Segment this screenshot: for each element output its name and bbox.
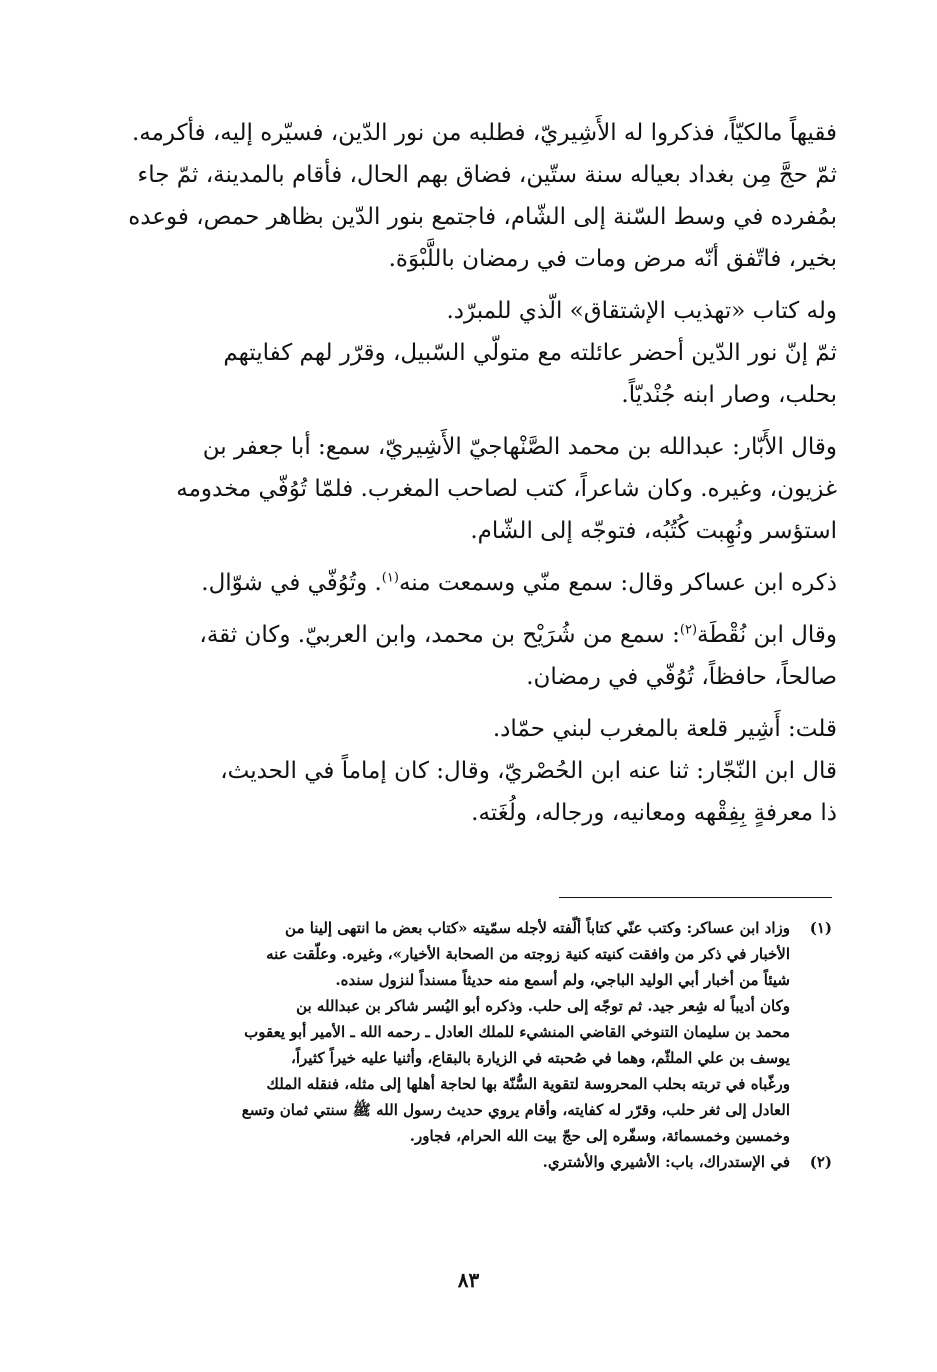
- text-line: صالحاً، حافظاً، تُوُفّي في رمضان.: [526, 664, 837, 690]
- footnote-reference: (٢): [679, 622, 698, 638]
- paragraph: [105, 708, 837, 750]
- text-line: وقال ابن نُقْطَة$^{(٢)}$: سمع من شُرَيْح بن محمد، وابن العربيّ. وكان ثقة،: [199, 622, 837, 648]
- footnote-line: يوسف بن علي الملثّم، وهما في صُحبته في الزيارة بالبقاع، وأثنيا عليه خيراً كثيراً،: [291, 1049, 790, 1067]
- footnote-reference: (١): [381, 570, 399, 586]
- page-number: ٨٣: [457, 1268, 480, 1292]
- paragraph: [105, 332, 837, 416]
- text-line: بحلب، وصار ابنه جُنْديّاً.: [621, 382, 837, 408]
- paragraph: [105, 750, 837, 834]
- footnote-line: في الإستدراك، باب: الأشيري والأشتري.: [542, 1153, 790, 1171]
- footnotes: [100, 915, 832, 1175]
- paragraph: [105, 562, 837, 604]
- paragraph: [105, 614, 837, 698]
- paragraph: [105, 290, 837, 332]
- text-line: وله كتاب «تهذيب الإشتقاق» الّذي للمبرّد.: [446, 298, 837, 324]
- paragraph: [105, 112, 837, 280]
- text-line: بمُفرده في وسط السّنة إلى الشّام، فاجتمع بنور الدّين بظاهر حمص، فوعده: [128, 204, 837, 230]
- footnote-number: (٢): [809, 1153, 832, 1171]
- footnote-number: (١): [809, 919, 832, 937]
- footnote-line: الأخبار في ذكر من وافقت كنيته كنية زوجته من الصحابة الأخيار»، وغيره. وعلّقت عنه: [266, 945, 790, 963]
- footnote-body: [100, 915, 790, 1149]
- main-text: [105, 112, 837, 834]
- text-line: ثمّ حجَّ مِن بغداد بعياله سنة ستّين، فضاق بهم الحال، فأقام بالمدينة، ثمّ جاء: [137, 162, 837, 188]
- text-line: ذا معرفةٍ بِفِقْهه ومعانيه، ورجاله، ولُغَته.: [471, 800, 837, 826]
- text-line: استؤسر ونُهِبت كُتُبُه، فتوجّه إلى الشّام.: [470, 518, 837, 544]
- footnote-line: وزاد ابن عساكر: وكتب عنّي كتاباً ألّفته لأجله سمّيته «كتاب بعض ما انتهى إلينا من: [285, 919, 790, 937]
- text-line: ثمّ إنّ نور الدّين أحضر عائلته مع متولّي السّبيل، وقرّر لهم كفايتهم: [223, 340, 837, 366]
- footnote-separator: [559, 897, 832, 898]
- text-line: ذكره ابن عساكر وقال: سمع منّي وسمعت منه$^{(١)}$. وتُوُفّي في شوّال.: [201, 570, 837, 596]
- footnote-line: محمد بن سليمان التنوخي القاضي المنشيء للملك العادل ـ رحمه الله ـ الأمير أبو يعقوب: [244, 1023, 790, 1041]
- text-line: قال ابن النّجّار: ثنا عنه ابن الحُصْريّ، وقال: كان إماماً في الحديث،: [220, 758, 837, 784]
- footnote-line: العادل إلى ثغر حلب، وقرّر له كفايته، وأقام يروي حديث رسول الله ﷺ سنتي ثمان وتسع: [241, 1101, 790, 1119]
- footnote: [100, 1149, 832, 1175]
- text-line: فقيهاً مالكيّاً، فذكروا له الأَشِيريّ، فطلبه من نور الدّين، فسيّره إليه، فأكرمه.: [131, 120, 837, 146]
- footnote-line: وكان أديباً له شِعر جيد. ثم توجّه إلى حلب. وذكره أبو اليُسر شاكر بن عبدالله بن: [296, 997, 790, 1015]
- footnote-body: [100, 1149, 790, 1175]
- text-line: بخير، فاتّفق أنّه مرض ومات في رمضان باللَّبْوَة.: [388, 246, 837, 272]
- footnote-line: ورغّباه في تربته بحلب المحروسة لتقوية السُّنّة بها لحاجة أهلها إلى مثله، فنقله الملك: [266, 1075, 790, 1093]
- footnote: [100, 915, 832, 1149]
- footnote-line: شيئاً من أخبار أبي الوليد الباجي، ولم أسمع منه حديثاً مسنداً لنزول سنده.: [335, 971, 790, 989]
- text-line: وقال الأَبّار: عبدالله بن محمد الصَّنْهاجيّ الأَشِيريّ، سمع: أبا جعفر بن: [202, 434, 837, 460]
- footnote-line: وخمسين وخمسمائة، وسفّره إلى حجّ بيت الله الحرام، فجاور.: [409, 1127, 790, 1145]
- text-line: قلت: أَشِير قلعة بالمغرب لبني حمّاد.: [492, 716, 837, 742]
- text-line: غزيون، وغيره. وكان شاعراً، كتب لصاحب المغرب. فلمّا تُوُفّي مخدومه: [176, 476, 837, 502]
- paragraph: [105, 426, 837, 552]
